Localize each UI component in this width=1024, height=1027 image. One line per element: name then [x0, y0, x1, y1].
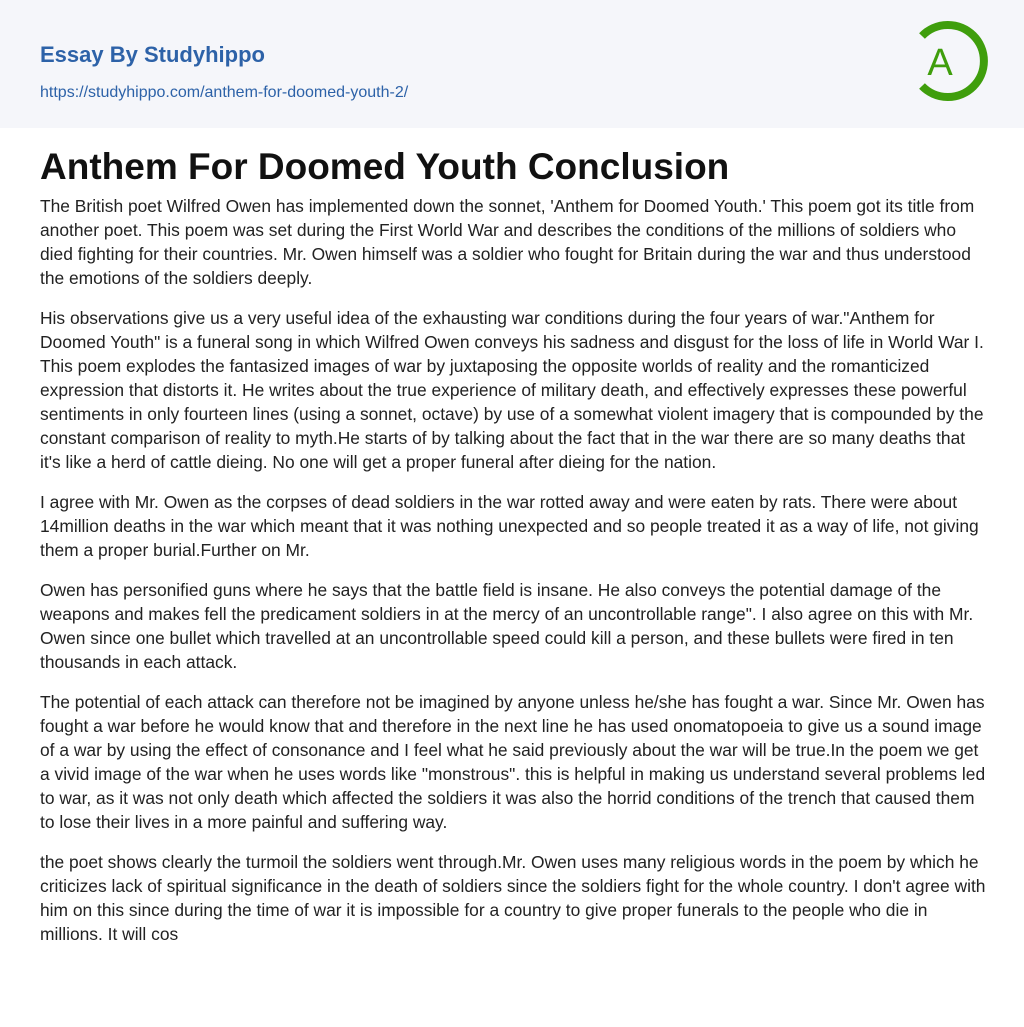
logo-letter: A [927, 42, 953, 84]
essay-body [40, 194, 988, 962]
brand-title: Essay By Studyhippo [40, 42, 265, 67]
studyhippo-logo-icon[interactable] [912, 18, 988, 104]
essay-url-link[interactable]: https://studyhippo.com/anthem-for-doomed-youth-2/ [40, 84, 409, 101]
paragraph: The British poet Wilfred Owen has implemented down the sonnet, 'Anthem for Doomed Youth.' This poem got its title from another poet. This poem was set during the First World War and describes the conditions of the millions of soldiers who died fighting for their countries. Mr. Owen himself was a soldier who fought for Britain during the war and thus understood the emotions of the soldiers deeply. [40, 196, 975, 288]
paragraph: I agree with Mr. Owen as the corpses of dead soldiers in the war rotted away and were eaten by rats. There were about 14million deaths in the war which meant that it was nothing unexpected and so people treated it as a way of life, not giving them a proper burial.Further on Mr. [40, 492, 979, 560]
paragraph: His observations give us a very useful idea of the exhausting war conditions during the four years of war."Anthem for Doomed Youth" is a funeral song in which Wilfred Owen conveys his sadness and disgust for the loss of life in World War I. This poem explodes the fantasized images of war by juxtaposing the opposite worlds of reality and the romanticized expression that distorts it. He writes about the true experience of military death, and effectively expresses these powerful sentiments in only fourteen lines (using a sonnet, octave) by use of a somewhat violent imagery that is compounded by the constant comparison of reality to myth.He starts of by talking about the fact that in the war there are so many deaths that it's like a herd of cattle dieing. No one will get a proper funeral after dieing for the nation. [40, 308, 984, 472]
site-header [0, 0, 1024, 128]
paragraph: the poet shows clearly the turmoil the soldiers went through.Mr. Owen uses many religious words in the poem by which he criticizes lack of spiritual significance in the death of soldiers since the soldiers fight for the whole country. I don't agree with him on this since during the time of war it is impossible for a country to give proper funerals to the people who die in millions. It will cos [40, 852, 986, 944]
page-title: Anthem For Doomed Youth Conclusion [40, 146, 730, 187]
paragraph: Owen has personified guns where he says that the battle field is insane. He also conveys the potential damage of the weapons and makes fell the predicament soldiers in at the mercy of an uncontrollable range". I also agree on this with Mr. Owen since one bullet which travelled at an uncontrollable speed could kill a person, and these bullets were fired in ten thousands in each attack. [40, 580, 974, 672]
paragraph: The potential of each attack can therefore not be imagined by anyone unless he/she has fought a war. Since Mr. Owen has fought a war before he would know that and therefore in the next line he has used onomatopoeia to give us a sound image of a war by using the effect of consonance and I feel what he said previously about the war will be true.In the poem we get a vivid image of the war when he uses words like "monstrous". this is helpful in making us understand several problems led to war, as it was not only death which affected the soldiers it was also the horrid conditions of the trench that caused them to lose their lives in a more painful and suffering way. [40, 692, 986, 832]
